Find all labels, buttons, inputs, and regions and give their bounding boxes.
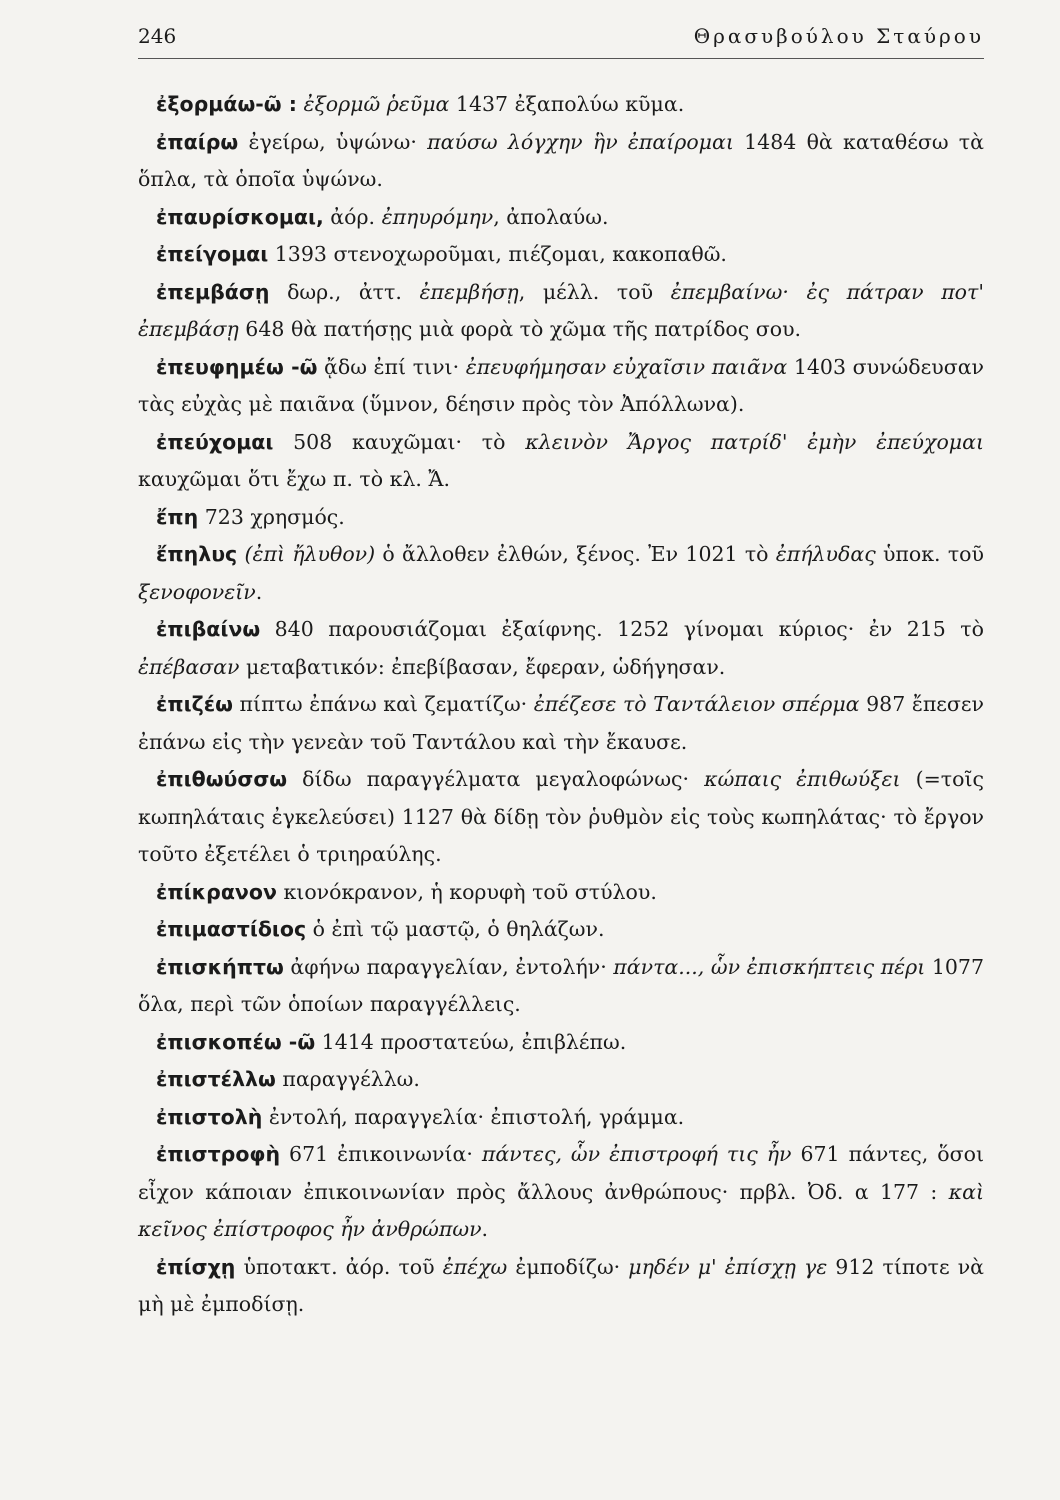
quotation: πάντα..., ὧν ἐπισκήπτεις πέρι <box>613 954 926 979</box>
headword: ἔπηλυς <box>156 542 238 566</box>
quotation: ἐπέβασαν <box>138 654 240 679</box>
glossary-body <box>138 86 984 1324</box>
headword: ἐπίσχῃ <box>156 1254 236 1279</box>
glossary-entry: ἔπηλυς (ἐπὶ ἤλυθον) ὁ ἄλλοθεν ἐλθών, ξένος. Ἐν 1021 τὸ ἐπήλυδας ὑποκ. τοῦ ξενοφονεῖν. <box>138 542 984 604</box>
headword: ἐπαίρω <box>156 129 239 154</box>
glossary-entry: ἐπιστέλλω παραγγέλλω. <box>156 1067 420 1091</box>
glossary-entry: ἐπίσχῃ ὑποτακτ. ἀόρ. τοῦ ἐπέχω ἐμποδίζω· μηδέν μ' ἐπίσχῃ γε 912 τίποτε νὰ μὴ μὲ ἐμποδίσῃ. <box>138 1254 984 1316</box>
quotation: κώπαις ἐπιθωύξει <box>704 767 901 791</box>
quotation: παύσω λόγχην ἣν ἐπαίρομαι <box>427 129 734 154</box>
headword: ἐπαυρίσκομαι, <box>156 204 324 229</box>
glossary-entry: ἐπεύχομαι 508 καυχῶμαι· τὸ κλεινὸν Ἄργος πατρίδ' ἐμὴν ἐπεύχομαι καυχῶμαι ὅτι ἔχω π. τὸ κλ. Ἄ. <box>138 429 984 491</box>
headword: ἐπιμαστίδιος <box>156 917 307 941</box>
glossary-entry: ἐπίκρανον κιονόκρανον, ἡ κορυφὴ τοῦ στύλου. <box>156 879 657 904</box>
headword: ἔπη <box>156 504 199 529</box>
glossary-entry: ἐπιβαίνω 840 παρουσιάζομαι ἐξαίφνης. 1252 γίνομαι κύριος· ἐν 215 τὸ ἐπέβασαν μεταβατικόν: ἐπεβίβασαν, ἔφεραν, ὡδήγησαν. <box>138 617 984 679</box>
glossary-entry: ἐπευφημέω -ῶ ᾄδω ἐπί τινι· ἐπευφήμησαν εὐχαῖσιν παιᾶνα 1403 συνώδευσαν τὰς εὐχὰς μὲ παιᾶνα (ὕμνον, δέησιν πρὸς τὸν Ἀπόλλωνα). <box>138 354 984 416</box>
headword: ἐπίκρανον <box>156 879 277 904</box>
headword: ἐπισκοπέω -ῶ <box>156 1029 316 1054</box>
headword: ἐπιστολὴ <box>156 1104 263 1129</box>
headword: ἐπείγομαι <box>156 242 269 266</box>
glossary-entry: ἐπαυρίσκομαι, ἀόρ. ἐπηυρόμην, ἀπολαύω. <box>156 204 609 229</box>
glossary-entry: ἐπιμαστίδιος ὁ ἐπὶ τῷ μαστῷ, ὁ θηλάζων. <box>156 917 605 941</box>
quotation: ἐπέζεσε τὸ Ταντάλειον σπέρμα <box>533 692 860 716</box>
headword: ἐπευφημέω -ῶ <box>156 354 318 379</box>
glossary-entry: ἐπιζέω πίπτω ἐπάνω καὶ ζεματίζω· ἐπέζεσε τὸ Ταντάλειον σπέρμα 987 ἔπεσεν ἐπάνω εἰς τὴν γενεὰν τοῦ Ταντάλου καὶ τὴν ἔκαυσε. <box>138 692 984 754</box>
glossary-entry: ἐπισκήπτω ἀφήνω παραγγελίαν, ἐντολήν· πάντα..., ὧν ἐπισκήπτεις πέρι 1077 ὅλα, περὶ τῶν ὁποίων παραγγέλλεις. <box>138 954 984 1016</box>
quotation: κλεινὸν Ἄργος πατρίδ' ἐμὴν ἐπεύχομαι <box>525 429 984 454</box>
glossary-entry: ἐξορμάω-ῶ : ἐξορμῶ ῥεῦμα 1437 ἐξαπολύω κῦμα. <box>156 92 685 116</box>
headword: ἐπιθωύσσω <box>156 767 288 791</box>
glossary-entry: ἐπείγομαι 1393 στενοχωροῦμαι, πιέζομαι, κακοπαθῶ. <box>156 242 727 266</box>
glossary-entry: ἐπεμβάσῃ δωρ., ἀττ. ἐπεμβήσῃ, μέλλ. τοῦ ἐπεμβαίνω· ἐς πάτραν ποτ' ἐπεμβάσῃ 648 θὰ πατήσῃς μιὰ φορὰ τὸ χῶμα τῆς πατρίδος σου. <box>138 279 985 341</box>
quotation: μηδέν μ' ἐπίσχῃ γε <box>628 1254 828 1279</box>
quotation: ἐπέχω <box>442 1254 508 1279</box>
headword: ἐπιβαίνω <box>156 617 261 641</box>
glossary-entry: ἐπισκοπέω -ῶ 1414 προστατεύω, ἐπιβλέπω. <box>156 1029 627 1054</box>
headword: ἐπεμβάσῃ <box>156 279 270 304</box>
quotation: ξενοφονεῖν <box>138 579 256 604</box>
quotation: πάντες, ὧν ἐπιστροφή τις ἦν <box>481 1142 792 1166</box>
quotation: ἐξορμῶ ῥεῦμα <box>303 92 450 116</box>
quotation: καὶ κεῖνος ἐπίστροφος ἦν ἀνθρώπων <box>138 1179 984 1241</box>
quotation: ἐπεμβήσῃ <box>419 279 519 304</box>
headword: ἐπιζέω <box>156 692 233 716</box>
glossary-entry: ἐπιθωύσσω δίδω παραγγέλματα μεγαλοφώνως· κώπαις ἐπιθωύξει (=τοῖς κωπηλάταις ἐγκελεύσει) 1127 θὰ δίδῃ τὸν ῥυθμὸν εἰς τοὺς κωπηλάτας· τὸ ἔργον τοῦτο ἐξετέλει ὁ τριηραύλης. <box>138 767 985 866</box>
glossary-entry: ἐπιστροφὴ 671 ἐπικοινωνία· πάντες, ὧν ἐπιστροφή τις ἦν 671 πάντες, ὅσοι εἶχον κάποιαν ἐπικοινωνίαν πρὸς ἄλλους ἀνθρώπους· πρβλ. Ὀδ. α 177 : καὶ κεῖνος ἐπίστροφος ἦν ἀνθρώπων. <box>138 1142 984 1241</box>
quotation: ἐπήλυδας <box>775 542 876 566</box>
glossary-entry: ἔπη 723 χρησμός. <box>156 504 345 529</box>
page-header <box>138 18 984 59</box>
quotation: ἐπεμβαίνω· ἐς πάτραν ποτ' ἐπεμβάσῃ <box>138 279 985 341</box>
headword: ἐξορμάω-ῶ : <box>156 92 297 116</box>
glossary-entry: ἐπιστολὴ ἐντολή, παραγγελία· ἐπιστολή, γράμμα. <box>156 1104 685 1129</box>
headword: ἐπιστέλλω <box>156 1067 276 1091</box>
quotation: ἐπηυρόμην <box>381 204 494 229</box>
page-number: 246 <box>138 24 177 48</box>
running-title: Θρασυβούλου Σταύρου <box>693 24 984 48</box>
headword: ἐπεύχομαι <box>156 429 274 454</box>
quotation: ἐπευφήμησαν εὐχαῖσιν παιᾶνα <box>465 354 788 379</box>
headword: ἐπισκήπτω <box>156 954 284 979</box>
headword: ἐπιστροφὴ <box>156 1142 281 1166</box>
glossary-entry: ἐπαίρω ἐγείρω, ὑψώνω· παύσω λόγχην ἣν ἐπαίρομαι 1484 θὰ καταθέσω τὰ ὅπλα, τὰ ὁποῖα ὑψώνω. <box>138 129 984 191</box>
quotation: (ἐπὶ ἤλυθον) <box>244 542 376 566</box>
